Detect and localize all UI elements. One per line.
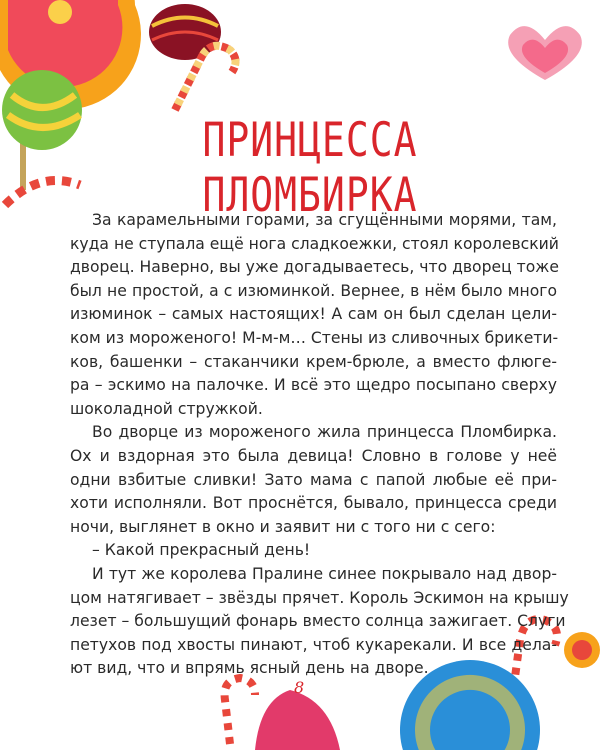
chocolate-candy-icon	[149, 4, 221, 60]
text-line: был не простой, а с изюминкой. Вернее, в нём было много	[70, 281, 557, 300]
meringue-icon	[255, 690, 340, 750]
text-line: ночи, выглянет в окно и заявит ни с того ни с сего:	[70, 517, 496, 536]
orange-candy-icon	[564, 632, 600, 668]
text-line: дворец. Наверно, вы уже догадываетесь, что дворец тоже	[70, 258, 559, 277]
text-line: куда не ступала ещё нога сладкоежки, стоял королевский	[70, 234, 559, 253]
heart-candy-icon	[508, 26, 582, 80]
text-line: И тут же королева Пралине синее покрывало над двор-	[92, 564, 557, 583]
text-line: ют вид, что и впрямь ясный день на дворе.	[70, 659, 429, 678]
text-line: Ох и вздорная это была девица! Словно в голове у неё	[70, 446, 557, 465]
story-text	[70, 209, 569, 681]
text-line: За карамельными горами, за сгущёнными морями, там,	[92, 211, 557, 229]
text-line: Во дворце из мороженого жила принцесса Пломбирка.	[92, 423, 557, 442]
chapter-title: ПРИНЦЕССА ПЛОМБИРКА	[202, 112, 418, 222]
text-line: шоколадной стружкой.	[70, 399, 263, 418]
page-number: 8	[294, 678, 305, 697]
text-line: петухов под хвосты пинают, чтоб кукарекали. И все дела-	[70, 635, 557, 654]
text-line: ков, башенки – стаканчики крем-брюле, а вместо флюге-	[70, 352, 557, 371]
text-line: изюминок – самых настоящих! А сам он был сделан цели-	[70, 305, 557, 324]
text-line: одни взбитые сливки! Зато мама с папой любые её при-	[70, 470, 557, 489]
text-line: ком из мороженого! М-м-м… Стены из сливочных брикети-	[70, 328, 559, 347]
text-line: – Какой прекрасный день!	[92, 541, 311, 560]
text-line: ра – эскимо на палочке. И всё это щедро посыпано сверху	[70, 376, 557, 395]
text-line: хоти исполняли. Вот проснётся, бывало, принцесса среди	[70, 494, 557, 513]
text-line: лезет – большущий фонарь вместо солнца зажигает. Слуги	[70, 612, 566, 631]
text-line: цом натягивает – звёзды прячет. Король Эскимон на крышу	[70, 588, 569, 607]
lollipop-icon	[2, 70, 82, 190]
candy-cane-icon	[5, 181, 80, 206]
